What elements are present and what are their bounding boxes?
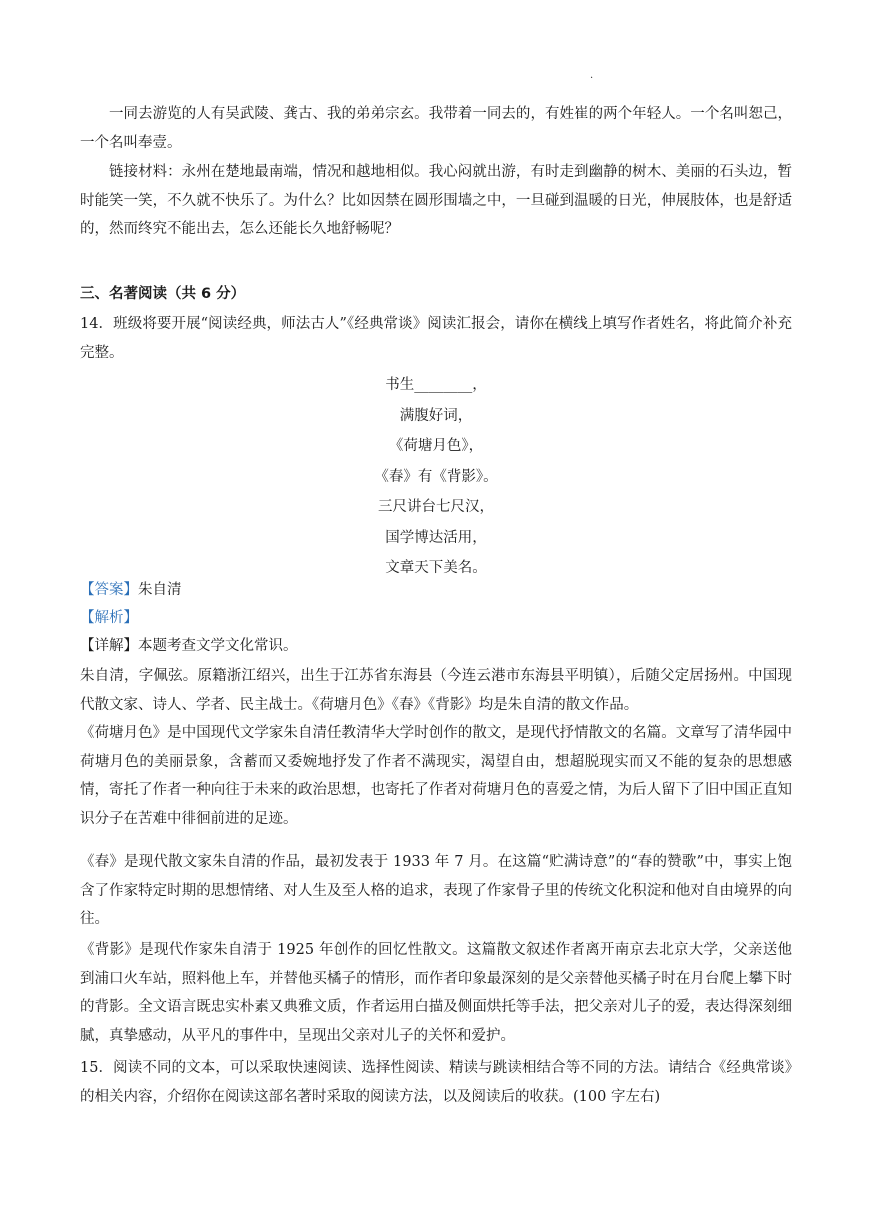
poem-line: 国学博达活用， [385,529,487,546]
page-marker: . [590,70,594,81]
question-14-stem: 14．班级将要开展“阅读经典，师法古人”《经典常谈》阅读汇报会，请你在横线上填写作者姓名，将此简介补充完整。 [80,316,792,361]
poem-line: 《荷塘月色》， [388,438,484,454]
answer-text: 朱自清 [138,582,182,598]
poem-line: 《春》有《背影》。 [374,468,498,485]
section-heading-famous-works: 三、名著阅读（共 6 分） [80,286,246,302]
detail-paragraph-2: 《荷塘月色》是中国现代文学家朱自清任教清华大学时创作的散文，是现代抒情散文的名篇。文章写了清华园中荷塘月色的美丽景象，含蓄而又委婉地抒发了作者不满现实，渴望自由，想超脱现实而又不能的复杂的思想感情，寄托了作者一种向往于未来的政治思想，也寄托了作者对荷塘月色的喜爱之情，为后人留下了旧中国正直知识分子在苦难中徘徊前进的足迹。 [80,725,792,827]
detail-intro-line [80,632,298,660]
detail-first: 本题考查文学文化常识。 [138,638,298,654]
poem-line: 满腹好词， [399,407,473,424]
detail-paragraph-4: 《背影》是现代作家朱自清于 1925 年创作的回忆性散文。这篇散文叙述作者离开南京去北京大学，父亲送他到浦口火车站，照料他上车，并替他买橘子的情形，而作者印象最深刻的是父亲替他买橘子时在月台爬上攀下时的背影。全文语言既忠实朴素又典雅文质，作者运用白描及侧面烘托等手法，把父亲对儿子的爱，表达得深刻细腻，真挚感动，从平凡的事件中，呈现出父亲对儿子的关怀和爱护。 [80,942,792,1044]
poem-line: 文章天下美名。 [385,560,487,576]
poem-line: 书生________， [385,377,487,393]
question-15-stem: 15．阅读不同的文本，可以采取快速阅读、选择性阅读、精读与跳读相结合等不同的方法。请结合《经典常谈》的相关内容，介绍你在阅读这部名著时采取的阅读方法，以及阅读后的收获。(100 字左右) [80,1060,792,1105]
analysis-line [80,604,138,632]
poem-line: 三尺讲台七尺汉， [378,499,494,515]
passage-paragraph-2: 链接材料：永州在楚地最南端，情况和越地相似。我心闷就出游，有时走到幽静的树木、美丽的石头边，暂时能笑一笑，不久就不快乐了。为什么？比如因禁在圆形围墙之中，一旦碰到温暖的日光，伸展肢体，也是舒适的，然而终究不能出去，怎么还能长久地舒畅呢？ [80,164,792,238]
detail-paragraph-1: 朱自清，字佩弦。原籍浙江绍兴，出生于江苏省东海县（今连云港市东海县平明镇），后随父定居扬州。中国现代散文家、诗人、学者、民主战士。《荷塘月色》《春》《背影》均是朱自清的散文作品。 [80,668,792,713]
detail-label: 【详解】 [80,638,138,654]
answer-tag: 【答案】 [80,582,138,598]
author-intro-poem [80,370,792,584]
passage-paragraph-1: 一同去游览的人有吴武陵、龚古、我的弟弟宗玄。我带着一同去的，有姓崔的两个年轻人。一个名叫恕己，一个名叫奉壹。 [80,106,792,151]
detail-paragraph-3: 《春》是现代散文家朱自清的作品，最初发表于 1933 年 7 月。在这篇“贮满诗意”的“春的赞歌”中，事实上饱含了作家特定时期的思想情绪、对人生及至人格的追求，表现了作家骨子里的传统文化积淀和他对自由境界的向往。 [80,854,792,928]
analysis-tag: 【解析】 [80,610,138,626]
answer-line [80,576,182,604]
